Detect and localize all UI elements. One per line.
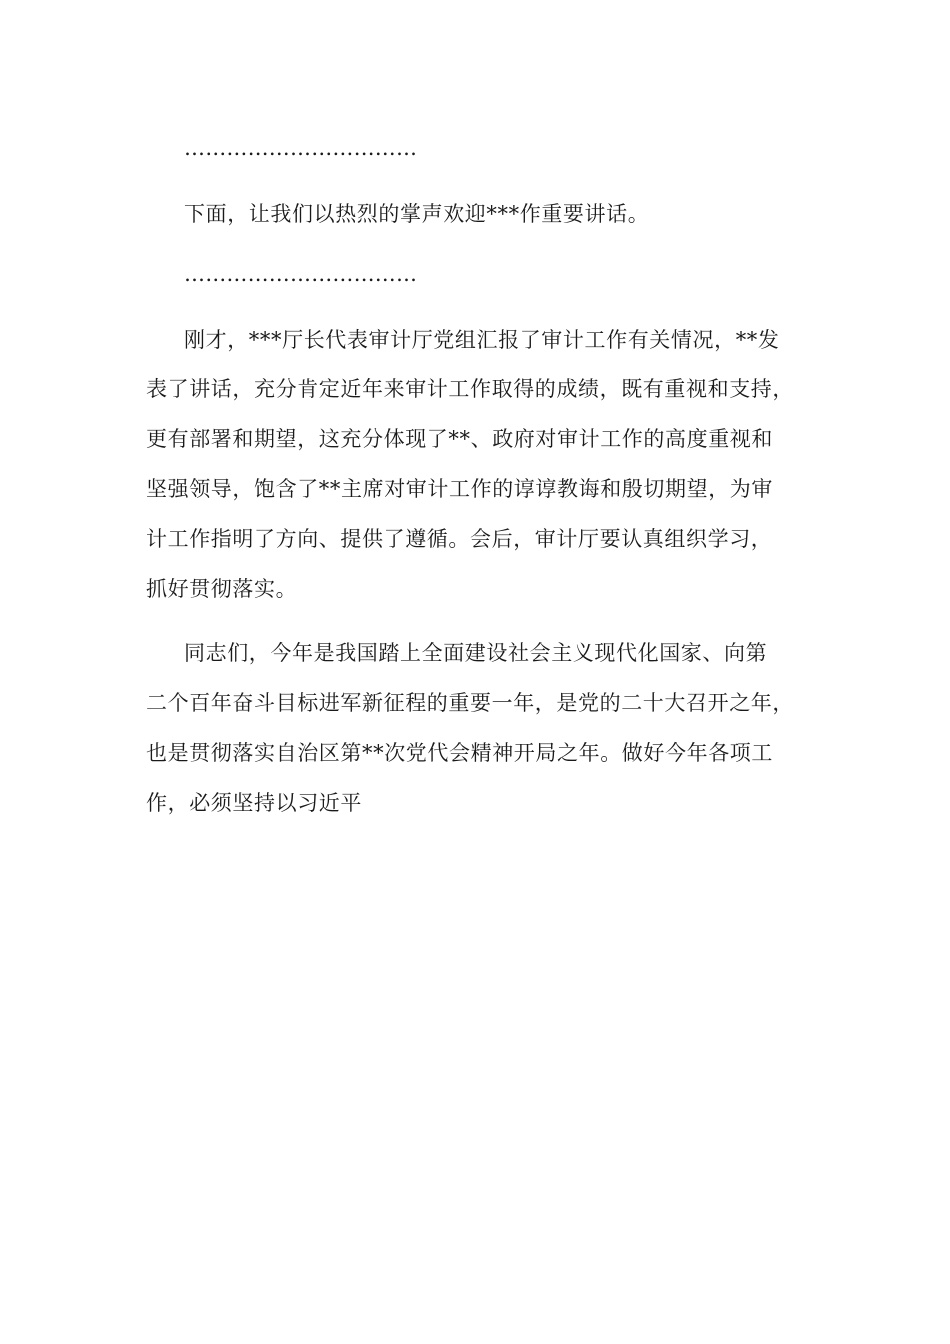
paragraph-line: 抓好贯彻落实。 <box>146 577 298 601</box>
paragraph-line: 下面，让我们以热烈的掌声欢迎***作重要讲话。 <box>184 202 650 226</box>
ellipsis-separator: …………………………… <box>184 136 418 160</box>
paragraph-line: 表了讲话，充分肯定近年来审计工作取得的成绩，既有重视和支持， <box>146 377 794 401</box>
paragraph-line: 计工作指明了方向、提供了遵循。会后，审计厅要认真组织学习， <box>146 527 773 551</box>
paragraph-line: 作，必须坚持以习近平 <box>146 791 362 815</box>
paragraph-line: 同志们，今年是我国踏上全面建设社会主义现代化国家、向第 <box>184 641 768 665</box>
ellipsis-separator: …………………………… <box>184 262 418 286</box>
paragraph-line: 刚才，***厅长代表审计厅党组汇报了审计工作有关情况，**发 <box>184 328 780 352</box>
paragraph-line: 也是贯彻落实自治区第**次党代会精神开局之年。做好今年各项工 <box>146 741 773 765</box>
paragraph-line: 二个百年奋斗目标进军新征程的重要一年，是党的二十大召开之年， <box>146 691 794 715</box>
paragraph-line: 更有部署和期望，这充分体现了**、政府对审计工作的高度重视和 <box>146 427 773 451</box>
paragraph-line: 坚强领导，饱含了**主席对审计工作的谆谆教诲和殷切期望，为审 <box>146 477 773 501</box>
